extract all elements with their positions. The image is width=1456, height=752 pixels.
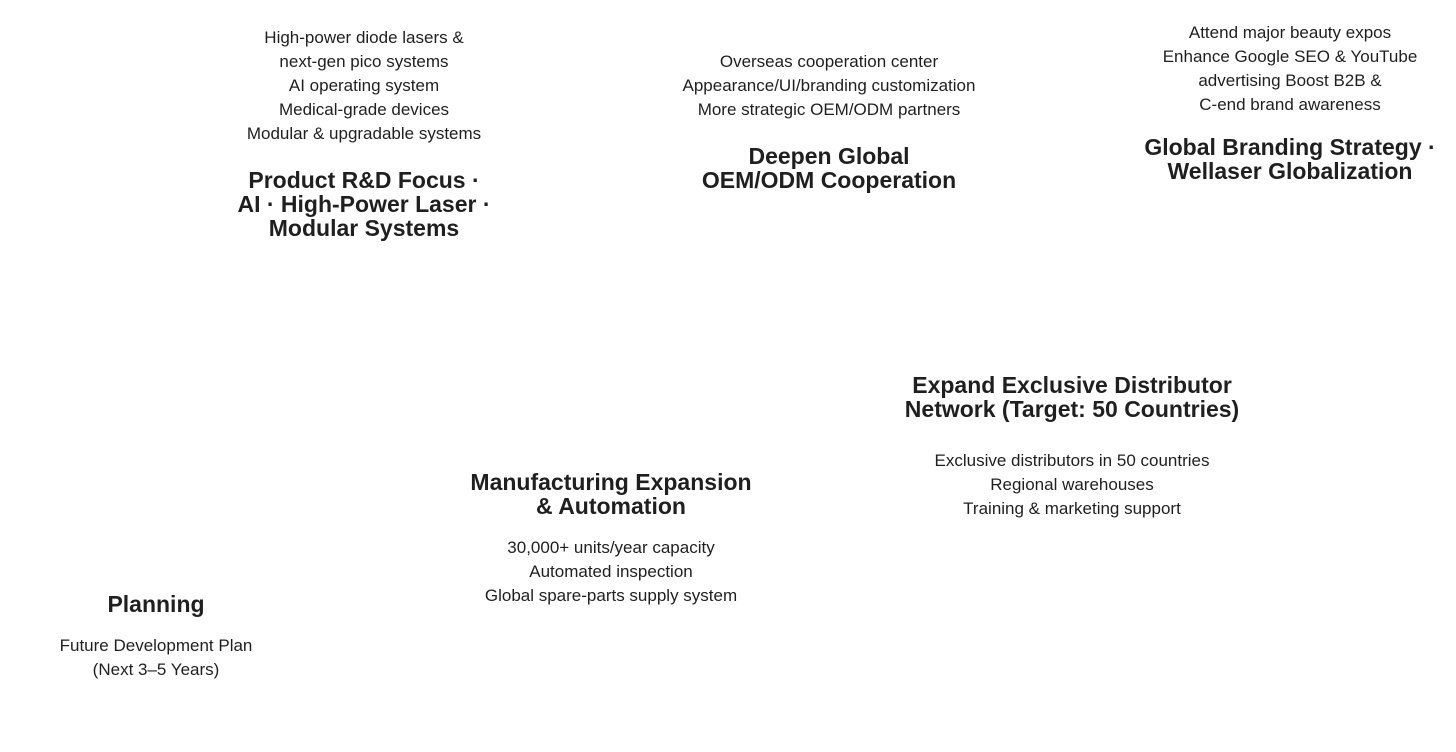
branding-step bbox=[1130, 21, 1450, 183]
distributor-detail: Training & marketing support bbox=[963, 499, 1181, 518]
product-rd-title-line: Product R&D Focus · bbox=[248, 167, 480, 193]
distributor-step bbox=[886, 373, 1258, 521]
product-rd-title-line: AI · High-Power Laser · bbox=[237, 191, 491, 217]
planning-title: Planning bbox=[107, 591, 205, 617]
oem-odm-title-line: OEM/ODM Cooperation bbox=[701, 167, 957, 193]
manufacturing-title-line: & Automation bbox=[536, 493, 686, 519]
branding-title-line: Wellaser Globalization bbox=[1167, 158, 1413, 184]
planning-step bbox=[36, 592, 276, 682]
product-rd-detail: next-gen pico systems bbox=[279, 52, 449, 71]
branding-detail: Enhance Google SEO & YouTube bbox=[1162, 47, 1418, 66]
branding-details bbox=[1130, 21, 1450, 117]
distributor-details bbox=[886, 449, 1258, 521]
product-rd-details bbox=[214, 26, 514, 146]
branding-title bbox=[1130, 135, 1450, 183]
branding-title-line: Global Branding Strategy · bbox=[1144, 134, 1436, 160]
product-rd-detail: Modular & upgradable systems bbox=[246, 124, 482, 143]
branding-detail: C-end brand awareness bbox=[1199, 95, 1381, 114]
manufacturing-detail: Automated inspection bbox=[529, 562, 693, 581]
planning-line: Future Development Plan bbox=[59, 636, 253, 655]
oem-odm-detail: Overseas cooperation center bbox=[719, 52, 939, 71]
oem-odm-title bbox=[664, 144, 994, 192]
product-rd-detail: AI operating system bbox=[288, 76, 440, 95]
distributor-title-line: Expand Exclusive Distributor bbox=[912, 372, 1232, 398]
distributor-title bbox=[886, 373, 1258, 421]
oem-odm-step bbox=[664, 50, 994, 192]
oem-odm-detail: Appearance/UI/branding customization bbox=[682, 76, 976, 95]
manufacturing-title-line: Manufacturing Expansion bbox=[470, 469, 752, 495]
manufacturing-detail: Global spare-parts supply system bbox=[484, 586, 738, 605]
product-rd-detail: Medical-grade devices bbox=[278, 100, 450, 119]
manufacturing-step bbox=[446, 470, 776, 608]
distributor-detail: Exclusive distributors in 50 countries bbox=[934, 451, 1210, 470]
product-rd-detail: High-power diode lasers & bbox=[264, 28, 464, 47]
planning-line: (Next 3–5 Years) bbox=[92, 660, 220, 679]
planning-description bbox=[36, 634, 276, 682]
manufacturing-detail: 30,000+ units/year capacity bbox=[507, 538, 715, 557]
oem-odm-details bbox=[664, 50, 994, 122]
branding-detail: advertising Boost B2B & bbox=[1198, 71, 1382, 90]
distributor-title-line: Network (Target: 50 Countries) bbox=[904, 396, 1240, 422]
product-rd-title-line: Modular Systems bbox=[268, 215, 460, 241]
manufacturing-details bbox=[446, 536, 776, 608]
distributor-detail: Regional warehouses bbox=[990, 475, 1154, 494]
product-rd-title bbox=[214, 168, 514, 240]
oem-odm-detail: More strategic OEM/ODM partners bbox=[697, 100, 961, 119]
manufacturing-title bbox=[446, 470, 776, 518]
branding-detail: Attend major beauty expos bbox=[1188, 23, 1392, 42]
oem-odm-title-line: Deepen Global bbox=[748, 143, 910, 169]
product-rd-step bbox=[214, 26, 514, 240]
